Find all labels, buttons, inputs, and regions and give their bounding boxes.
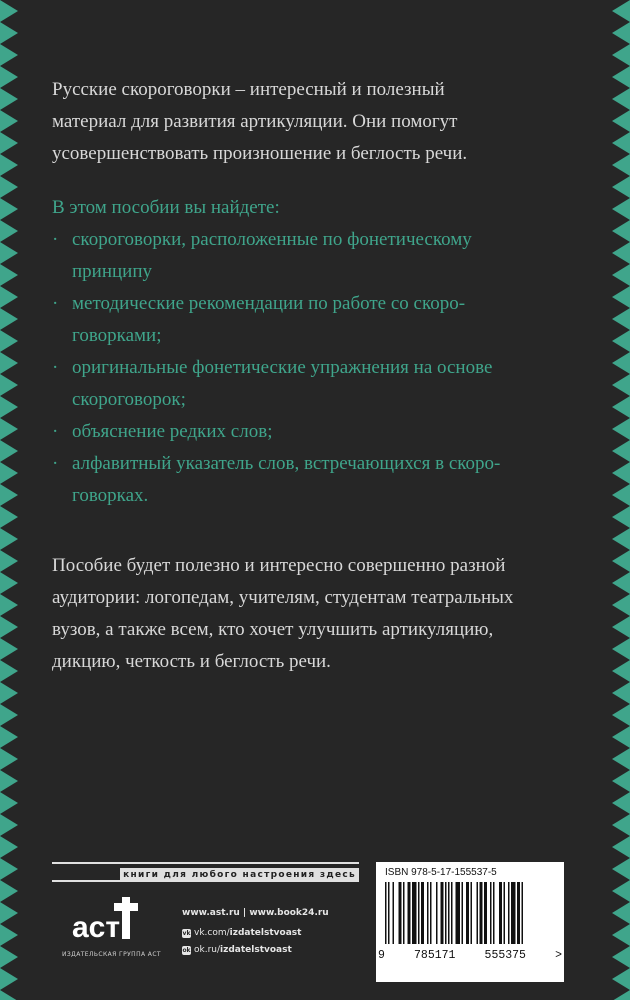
bullet-icon: ·: [52, 357, 59, 378]
list-item-text: скороговорки, расположенные по фонетическому: [72, 229, 472, 250]
annotation-text: [52, 74, 582, 678]
list-item-text: объяснение редких слов;: [72, 421, 273, 442]
bullet-icon: ·: [52, 293, 59, 314]
audience-paragraph: [52, 550, 582, 678]
bullet-icon: ·: [52, 453, 59, 474]
back-cover-footer: [52, 857, 580, 990]
intro-line: Русские скороговорки – интересный и полезный: [52, 79, 445, 100]
ast-logo-icon: [70, 893, 142, 953]
list-item-continuation: принципу: [72, 261, 153, 282]
ok-icon: ok: [182, 946, 191, 954]
contents-heading: В этом пособии вы найдете:: [52, 197, 280, 218]
ok-prefix: ok.ru/: [194, 945, 221, 955]
audience-line: вузов, а также всем, кто хочет улучшить артикуляцию,: [52, 619, 494, 640]
vk-link[interactable]: [182, 928, 301, 938]
list-item: [52, 352, 582, 384]
vk-handle: izdatelstvoast: [229, 928, 302, 938]
vk-prefix: vk.com/: [194, 928, 230, 938]
list-item: [52, 416, 582, 448]
website-links[interactable]: www.ast.ru | www.book24.ru: [182, 908, 329, 918]
list-item-continuation: говорках.: [72, 485, 149, 506]
barcode-digits: [378, 949, 562, 962]
ok-handle: izdatelstvoast: [220, 945, 292, 955]
list-item: [52, 224, 582, 256]
audience-line: Пособие будет полезно и интересно совершенно разной: [52, 555, 506, 576]
bullet-icon: ·: [52, 421, 59, 442]
logo-text: аст: [72, 911, 121, 944]
intro-line: усовершенствовать произношение и беглость речи.: [52, 143, 468, 164]
right-zigzag-border: [604, 0, 630, 1000]
audience-line: дикцию, четкость и беглость речи.: [52, 651, 331, 672]
barcode-digit-group: >: [555, 949, 562, 962]
left-zigzag-border: [0, 0, 26, 1000]
list-item-text: алфавитный указатель слов, встречающихся в скоро-: [72, 453, 501, 474]
intro-paragraph: [52, 74, 582, 170]
audience-line: аудитории: логопедам, учителям, студентам театральных: [52, 587, 514, 608]
list-item-text: методические рекомендации по работе со скоро-: [72, 293, 466, 314]
publisher-name: ИЗДАТЕЛЬСКАЯ ГРУППА АСТ: [62, 951, 161, 958]
intro-line: материал для развития артикуляции. Они помогут: [52, 111, 458, 132]
tagline: книги для любого настроения здесь: [120, 868, 359, 882]
ok-link[interactable]: [182, 945, 292, 955]
tagline-bar: [52, 862, 359, 882]
list-item: [52, 448, 582, 480]
list-item: [52, 288, 582, 320]
barcode-digit-group: 785171: [414, 949, 456, 962]
list-item-continuation: говорками;: [72, 325, 162, 346]
isbn: ISBN 978-5-17-155537-5: [385, 867, 497, 878]
vk-icon: vk: [182, 929, 191, 937]
barcode-icon: [385, 882, 555, 948]
list-item-continuation: скороговорок;: [72, 389, 186, 410]
barcode-digit-group: 9: [378, 949, 385, 962]
bullet-icon: ·: [52, 229, 59, 250]
contents-list: [52, 192, 582, 512]
barcode-digit-group: 555375: [484, 949, 526, 962]
isbn-barcode-box: [376, 862, 564, 982]
list-item-text: оригинальные фонетические упражнения на основе: [72, 357, 493, 378]
